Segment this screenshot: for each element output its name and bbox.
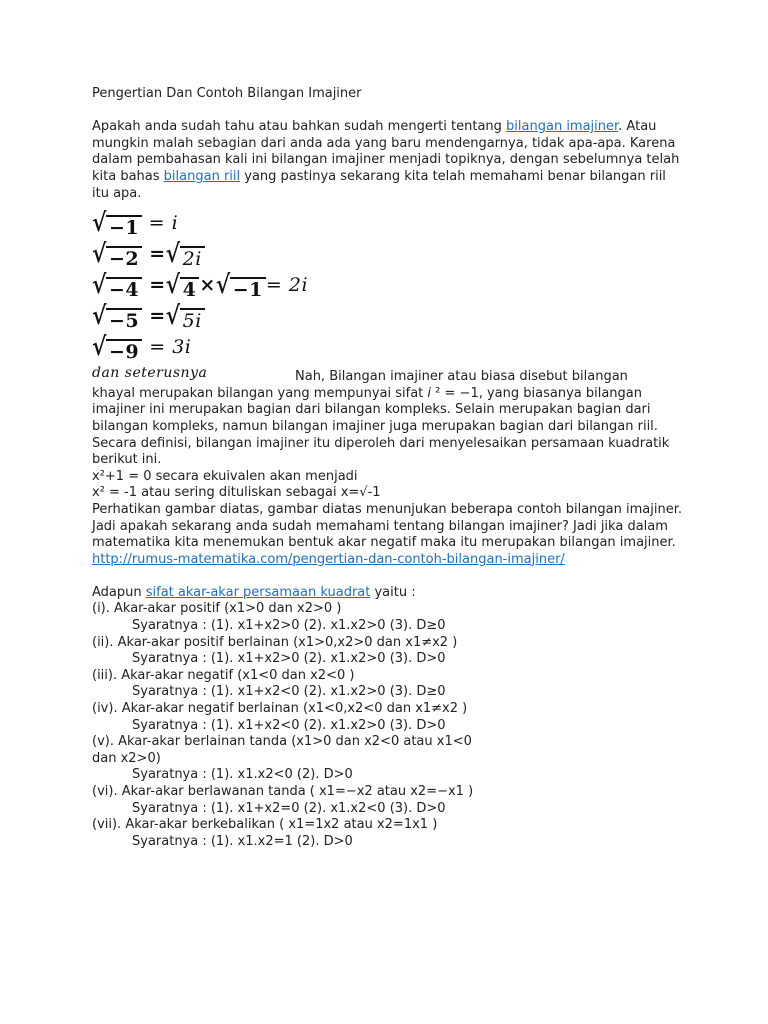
formula-row: √ −5 = √ 5i <box>92 301 682 332</box>
equation-2: x² = -1 atau sering dituliskan sebagai x=√-1 <box>92 485 381 501</box>
source-link[interactable]: http://rumus-matematika.com/pengertian-dan-contoh-bilangan-imajiner/ <box>92 551 565 567</box>
link-bilangan-riil[interactable]: bilangan riil <box>163 168 241 184</box>
link-bilangan-imajiner[interactable]: bilangan imajiner <box>506 119 619 135</box>
sifat-item-condition: Syaratnya : (1). x1+x2<0 (2). x1.x2>0 (3). D>0 <box>132 717 446 733</box>
sifat-item-head: (ii). Akar-akar positif berlainan (x1>0,x2>0 dan x1≠x2 ) <box>92 634 458 650</box>
formula-row: √ −4 = √ 4 × √ −1 = 2i <box>92 270 309 302</box>
sifat-item-condition: Syaratnya : (1). x1.x2<0 (2). D>0 <box>132 767 353 783</box>
intro-text-1: Apakah anda sudah tahu atau bahkan sudah mengerti tentang <box>92 119 507 135</box>
formula-row: √ −1 = i <box>92 208 179 240</box>
link-sifat-akar[interactable]: sifat akar-akar persamaan kuadrat <box>145 584 371 600</box>
sifat-list <box>92 601 682 850</box>
formula-row: √ −9 = 3i <box>92 332 192 364</box>
sifat-item-head: (iii). Akar-akar negatif (x1<0 dan x2<0 ) <box>92 667 355 683</box>
perhatikan-paragraph: Perhatikan gambar diatas, gambar diatas menunjukan beberapa contoh bilangan imajiner. Jadi apakah sekarang anda sudah memahami tentang bilangan imajiner? Jadi jika dalam matematika kita menemukan bentuk akar negatif maka itu merupakan bilangan imajiner. <box>92 501 682 551</box>
sifat-item-head: (vi). Akar-akar berlawanan tanda ( x1=−x2 atau x2=−x1 ) <box>92 784 474 799</box>
nah-paragraph: khayal merupakan bilangan yang mempunyai sifat i ² = −1, yang biasanya bilangan imajiner ini merupakan bagian dari bilangan kompleks. Selain merupakan bagian dari bilangan kompleks, namun bilangan imajiner juga merupakan bagian dari bilangan riil. <box>92 385 658 434</box>
sifat-item-head: (iv). Akar-akar negatif berlainan (x1<0,x2<0 dan x1≠x2 ) <box>92 701 468 717</box>
document-page <box>92 86 682 850</box>
equation-1: x²+1 = 0 secara ekuivalen akan menjadi <box>92 468 358 484</box>
imaginary-examples-image <box>92 208 682 383</box>
spacer <box>92 568 682 585</box>
sifat-item-head: (i). Akar-akar positif (x1>0 dan x2>0 ) <box>92 601 342 617</box>
sifat-item-condition: Syaratnya : (1). x1+x2=0 (2). x1.x2<0 (3). D>0 <box>132 800 446 816</box>
spacer <box>92 103 682 120</box>
sifat-item-condition: Syaratnya : (1). x1.x2=1 (2). D>0 <box>132 833 353 849</box>
sifat-item-head: (vii). Akar-akar berkebalikan ( x1=1x2 atau x2=1x1 ) <box>92 817 438 833</box>
intro-paragraph <box>92 119 682 202</box>
sifat-item-head: (v). Akar-akar berlainan tanda (x1>0 dan x2<0 atau x1<0 dan x2>0) <box>92 734 472 766</box>
intro-text-2: . Atau mungkin malah sebagian dari anda ada yang baru mendengarnya, tidak apa-apa. Karena dalam pembahasan kali ini bilangan imajiner menjadi topiknya, dengan sebelumnya telah kita bahas <box>92 119 680 184</box>
intro-text-3: yang pastinya sekarang kita telah memahami benar bilangan riil itu apa. <box>92 168 666 201</box>
sifat-item-condition: Syaratnya : (1). x1+x2>0 (2). x1.x2>0 (3). D≥0 <box>132 618 446 634</box>
formula-caption: dan seterusnya <box>92 365 208 382</box>
definition-paragraph: Secara definisi, bilangan imajiner itu diperoleh dari menyelesaikan persamaan kuadratik berikut ini. <box>92 435 670 468</box>
sifat-item-condition: Syaratnya : (1). x1+x2<0 (2). x1.x2>0 (3). D≥0 <box>132 684 446 700</box>
sifat-lead: Adapun sifat akar-akar persamaan kuadrat yaitu : <box>92 584 416 600</box>
sifat-item-condition: Syaratnya : (1). x1+x2>0 (2). x1.x2>0 (3). D>0 <box>132 651 446 667</box>
formula-row: √ −2 = √ 2i <box>92 239 682 270</box>
nah-first-line: Nah, Bilangan imajiner atau biasa disebut bilangan <box>295 369 628 385</box>
page-title: Pengertian Dan Contoh Bilangan Imajiner <box>92 86 362 101</box>
